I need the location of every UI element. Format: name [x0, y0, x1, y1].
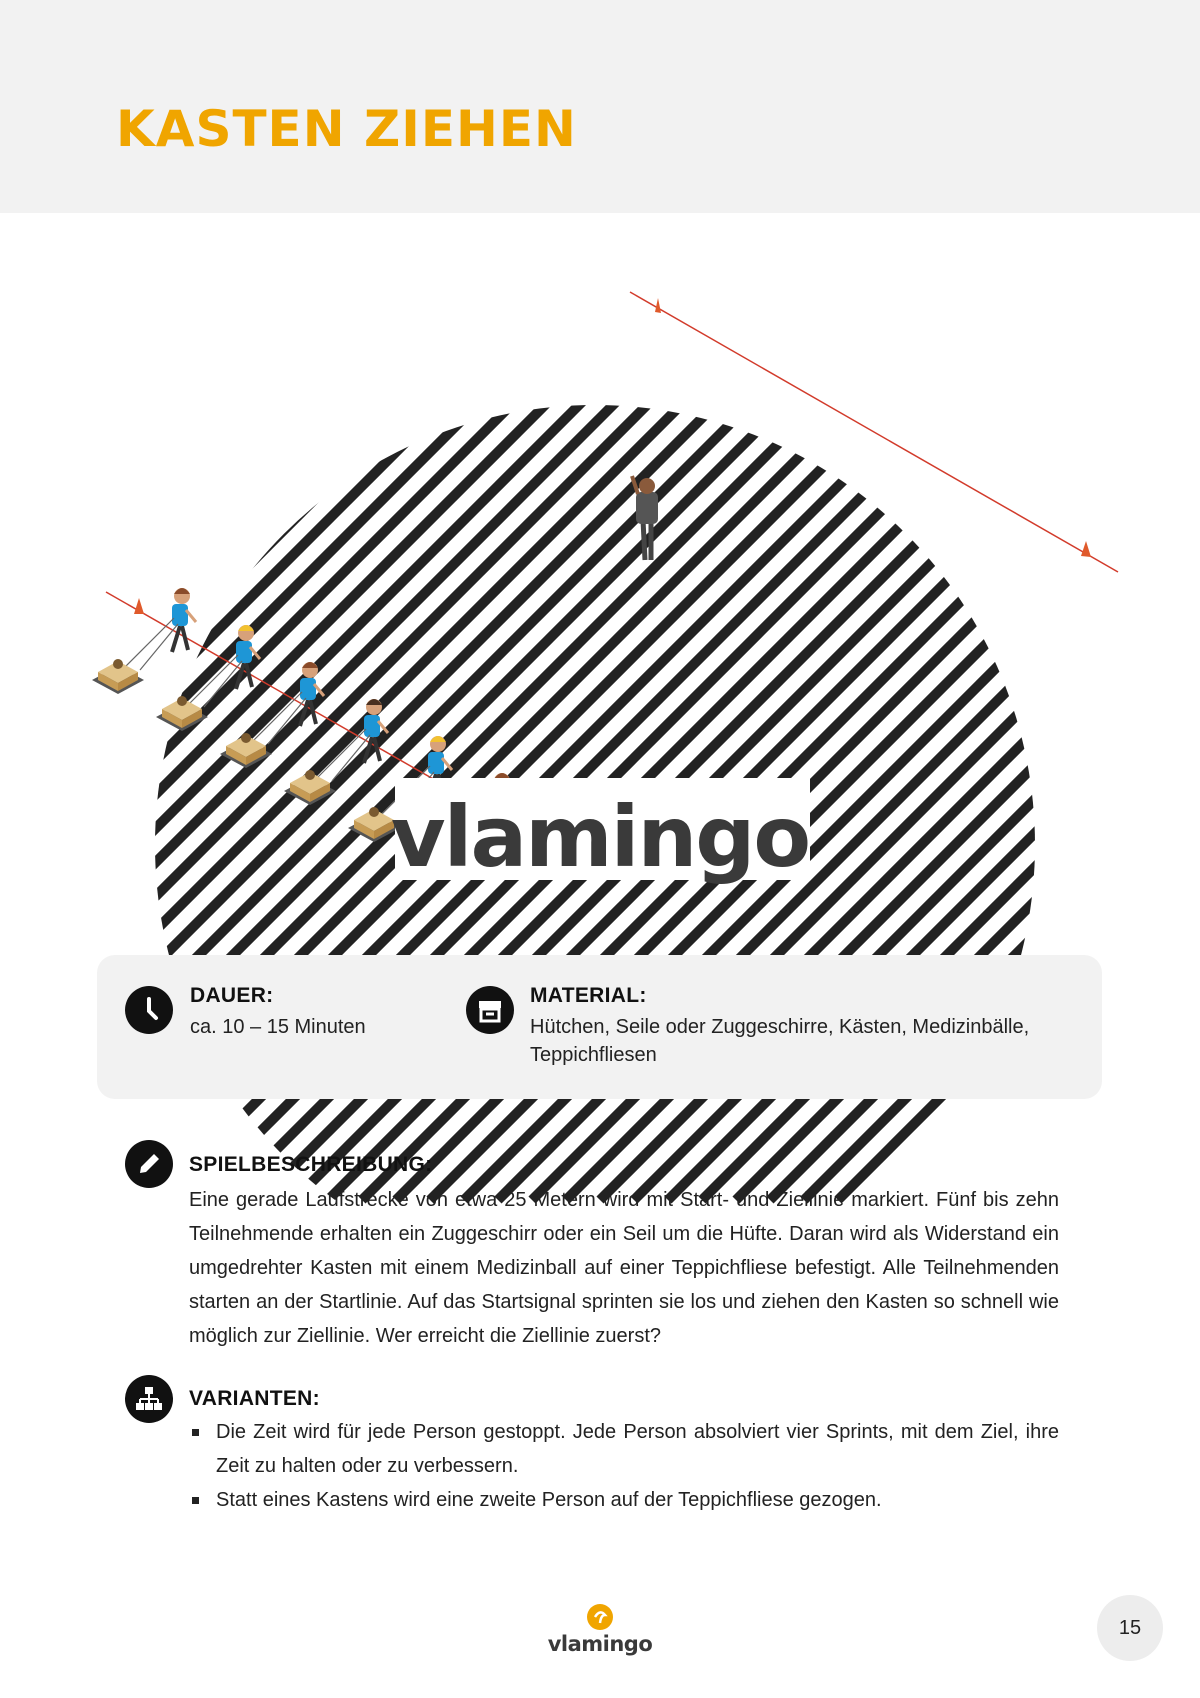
page-title: KASTEN ZIEHEN [116, 100, 577, 158]
box-icon [92, 659, 144, 694]
person-icon [172, 588, 196, 652]
page-number: 15 [1097, 1595, 1163, 1661]
person-icon [300, 662, 324, 726]
hierarchy-icon [125, 1375, 173, 1423]
variants-list [189, 1415, 1059, 1517]
footer-logo-text: vlamingo [548, 1632, 652, 1656]
cone-icon [1081, 541, 1091, 557]
footer-logo [548, 1603, 652, 1659]
variants-heading: VARIANTEN: [189, 1387, 320, 1410]
pencil-icon [125, 1140, 173, 1188]
flamingo-icon [587, 1604, 613, 1630]
description-text: Eine gerade Laufstrecke von etwa 25 Metern wird mit Start- und Ziellinie markiert. Fünf bis zehn Teilnehmende erhalten ein Zuggeschirr oder ein Seil um die Hüfte. Daran wird als Widerstand ein umgedrehter Kasten mit einem Medizinball auf einer Teppichfliese befestigt. Alle Teilnehmenden starten an der Startlinie. Auf das Startsignal sprinten sie los und ziehen den Kasten so schnell wie möglich zur Ziellinie. Wer erreicht die Ziellinie zuerst? [189, 1189, 1059, 1347]
box-icon [156, 696, 208, 731]
watermark-logo: vlamingo [390, 788, 810, 886]
material-icon [466, 986, 514, 1034]
finish-line [630, 292, 1118, 572]
material-value: Hütchen, Seile oder Zuggeschirre, Kästen, Medizinbälle, Teppichfliesen [530, 1016, 1030, 1066]
list-item: Die Zeit wird für jede Person gestoppt. Jede Person absolviert vier Sprints, mit dem Ziel, ihre Zeit zu halten oder zu verbessern. [189, 1415, 1059, 1483]
person-icon [236, 625, 260, 689]
description-heading: SPIELBESCHREIBUNG: [189, 1153, 433, 1176]
cone-icon [134, 598, 144, 614]
duration-label: DAUER: [190, 984, 274, 1007]
clock-icon [125, 986, 173, 1034]
cone-icon [655, 298, 661, 313]
list-item: Statt eines Kastens wird eine zweite Person auf der Teppichfliese gezogen. [189, 1483, 1059, 1517]
material-label: MATERIAL: [530, 984, 647, 1007]
duration-value: ca. 10 – 15 Minuten [190, 1016, 366, 1038]
